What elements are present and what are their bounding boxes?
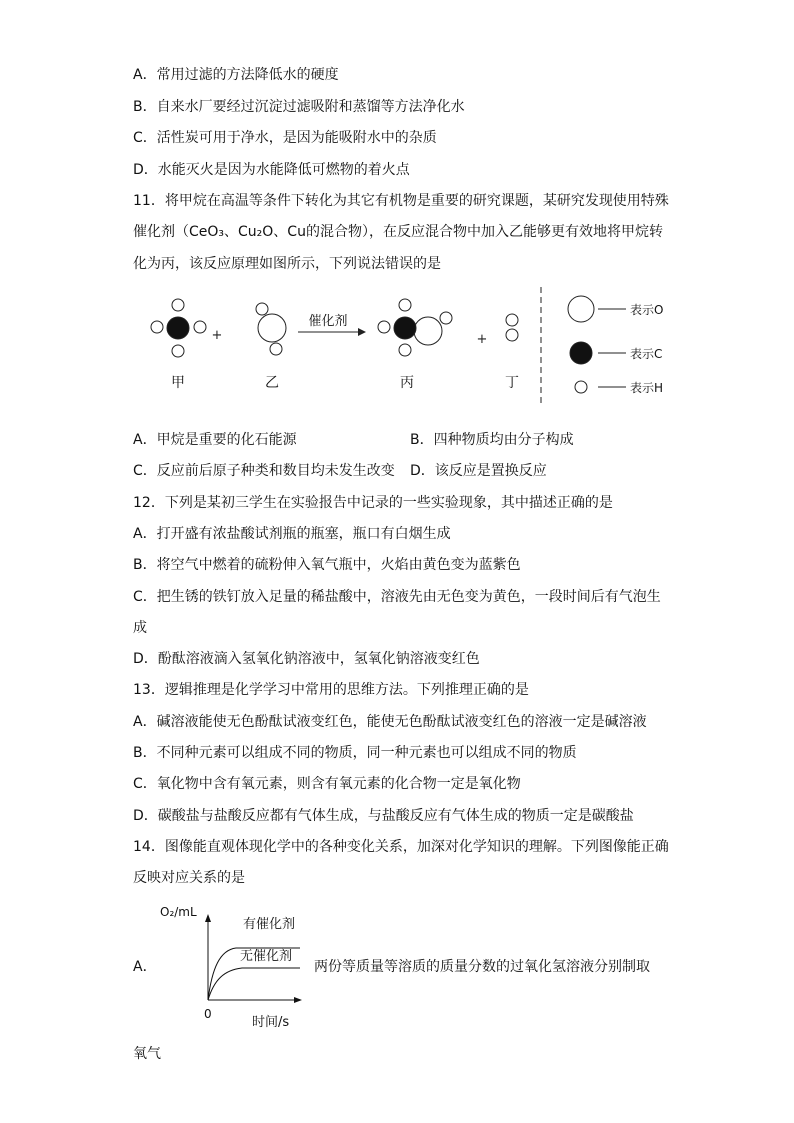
molecule-yi bbox=[256, 303, 286, 355]
q14-stem-line-1: 14．图像能直观体现化学中的各种变化关系，加深对化学知识的理解。下列图像能正确 bbox=[133, 839, 669, 855]
q11-option-c: C．反应前后原子种类和数目均未发生改变 bbox=[133, 463, 395, 479]
q13-stem: 13．逻辑推理是化学学习中常用的思维方法。下列推理正确的是 bbox=[133, 682, 529, 698]
x-axis-label: 时间/s bbox=[252, 1015, 290, 1030]
y-axis-arrow bbox=[205, 914, 211, 922]
molecule-ding bbox=[506, 314, 518, 341]
q11-stem-line-2: 催化剂（CeO₃、Cu₂O、Cu的混合物），在反应混合物中加入乙能够更有效地将甲烷转 bbox=[133, 224, 663, 240]
q14-option-a-text-2: 氧气 bbox=[133, 1046, 161, 1062]
molecule-methane bbox=[151, 299, 206, 357]
q14-option-a-graph bbox=[150, 898, 330, 1033]
legend-hydrogen-icon bbox=[575, 381, 626, 393]
reaction-diagram bbox=[0, 283, 794, 413]
label-with-catalyst: 有催化剂 bbox=[243, 917, 296, 932]
origin-label: 0 bbox=[204, 1007, 212, 1021]
label-without-catalyst: 无催化剂 bbox=[240, 949, 293, 964]
catalyst-label: 催化剂 bbox=[308, 314, 348, 329]
q11-options-row-2 bbox=[133, 461, 547, 481]
q12-option-c-line-2: 成 bbox=[133, 620, 147, 636]
label-jia: 甲 bbox=[171, 375, 185, 391]
q11-option-a: A．甲烷是重要的化石能源 bbox=[133, 432, 297, 448]
x-axis-arrow bbox=[294, 997, 302, 1003]
label-ding: 丁 bbox=[505, 375, 519, 391]
q13-option-a: A．碱溶液能使无色酚酞试液变红色，能使无色酚酞试液变红色的溶液一定是碱溶液 bbox=[133, 714, 647, 730]
q10-option-d: D．水能灭火是因为水能降低可燃物的着火点 bbox=[133, 162, 410, 178]
q11-option-d: D．该反应是置换反应 bbox=[410, 463, 547, 479]
q11-option-b: B．四种物质均由分子构成 bbox=[410, 432, 574, 448]
molecule-bing bbox=[378, 299, 452, 356]
y-axis-label: O₂/mL bbox=[160, 905, 197, 919]
legend-hydrogen-label: 表示H bbox=[630, 381, 664, 395]
q11-stem-line-1: 11．将甲烷在高温等条件下转化为其它有机物是重要的研究课题，某研究发现使用特殊 bbox=[133, 193, 669, 209]
legend-oxygen-icon bbox=[568, 296, 626, 322]
q13-option-c: C．氧化物中含有氧元素，则含有氧元素的化合物一定是氧化物 bbox=[133, 776, 521, 792]
q11-stem-line-3: 化为丙，该反应原理如图所示，下列说法错误的是 bbox=[133, 256, 441, 272]
q10-option-a: A．常用过滤的方法降低水的硬度 bbox=[133, 67, 339, 83]
plus-sign-2: + bbox=[476, 332, 488, 347]
q13-option-b: B．不同种元素可以组成不同的物质，同一种元素也可以组成不同的物质 bbox=[133, 745, 577, 761]
q12-option-b: B．将空气中燃着的硫粉伸入氧气瓶中，火焰由黄色变为蓝紫色 bbox=[133, 557, 521, 573]
q12-option-d: D．酚酞溶液滴入氢氧化钠溶液中，氢氧化钠溶液变红色 bbox=[133, 651, 480, 667]
q14-option-a-label: A． bbox=[133, 959, 157, 975]
legend-carbon-icon bbox=[570, 342, 626, 364]
q13-option-d: D．碳酸盐与盐酸反应都有气体生成，与盐酸反应有气体生成的物质一定是碳酸盐 bbox=[133, 808, 634, 824]
q12-option-a: A．打开盛有浓盐酸试剂瓶的瓶塞，瓶口有白烟生成 bbox=[133, 526, 451, 542]
q11-options-row-1 bbox=[133, 430, 574, 450]
label-yi: 乙 bbox=[265, 375, 279, 391]
legend-carbon-label: 表示C bbox=[630, 347, 663, 361]
q10-option-c: C．活性炭可用于净水，是因为能吸附水中的杂质 bbox=[133, 130, 437, 146]
q12-option-c-line-1: C．把生锈的铁钉放入足量的稀盐酸中，溶液先由无色变为黄色，一段时间后有气泡生 bbox=[133, 589, 661, 605]
q10-option-b: B．自来水厂要经过沉淀过滤吸附和蒸馏等方法净化水 bbox=[133, 99, 465, 115]
q14-option-a-text-1: 两份等质量等溶质的质量分数的过氧化氢溶液分别制取 bbox=[314, 959, 650, 975]
label-bing: 丙 bbox=[400, 375, 414, 391]
q14-stem-line-2: 反映对应关系的是 bbox=[133, 870, 245, 886]
q12-stem: 12．下列是某初三学生在实验报告中记录的一些实验现象，其中描述正确的是 bbox=[133, 495, 613, 511]
curve-without-catalyst bbox=[208, 968, 300, 1000]
plus-sign-1: + bbox=[211, 328, 223, 343]
legend-oxygen-label: 表示O bbox=[630, 303, 664, 317]
reaction-arrow bbox=[298, 328, 366, 336]
